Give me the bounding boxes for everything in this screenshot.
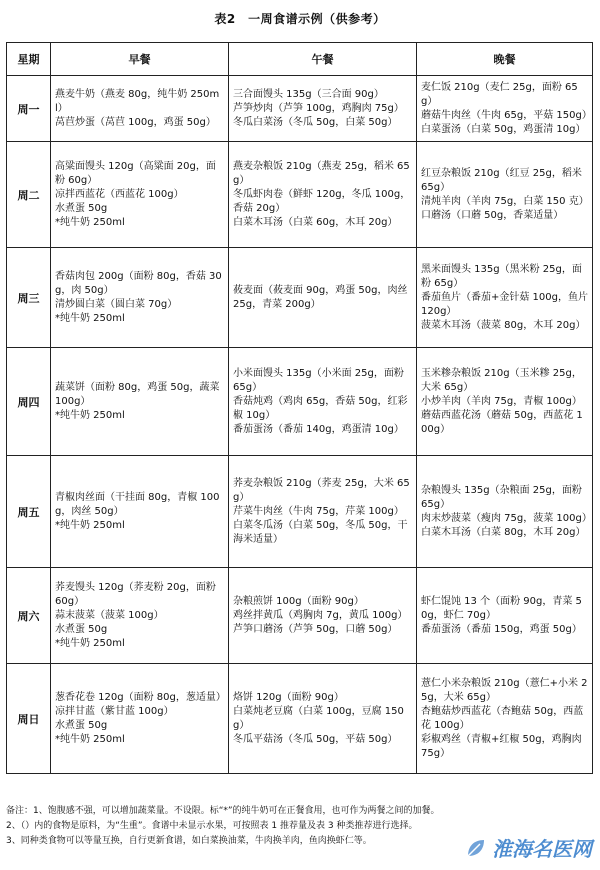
dinner-item: 菠菜木耳汤（菠菜 80g，木耳 20g） (421, 319, 586, 331)
breakfast-cell (51, 76, 229, 142)
day-cell: 周一 (7, 76, 51, 142)
lunch-item: 莜麦面（莜麦面 90g，鸡蛋 50g，肉丝 25g，青菜 200g） (233, 284, 408, 310)
dinner-cell (417, 76, 593, 142)
breakfast-item: 水煮蛋 50g (55, 719, 108, 731)
lunch-item: 燕麦杂粮饭 210g（燕麦 25g，稻米 65g） (233, 160, 410, 186)
dinner-item: 彩椒鸡丝（青椒+红椒 50g，鸡胸肉 75g） (421, 733, 582, 759)
lunch-item: 白菜木耳汤（白菜 60g，木耳 20g） (233, 216, 398, 228)
header-lunch: 午餐 (229, 43, 417, 76)
dinner-cell (417, 248, 593, 348)
note-line: 3、同种类食物可以等量互换，自行更新食谱，如白菜换油菜，牛肉换羊肉，鱼肉换虾仁等。 (6, 836, 372, 846)
dinner-item: 黑米面馒头 135g（黑米粉 25g，面粉 65g） (421, 263, 582, 289)
lunch-item: 鸡丝拌黄瓜（鸡胸肉 7g，黄瓜 100g） (233, 609, 408, 621)
lunch-item: 白菜冬瓜汤（白菜 50g，冬瓜 50g，干海米适量） (233, 519, 408, 545)
breakfast-cell (51, 248, 229, 348)
dinner-cell (417, 142, 593, 248)
dinner-item: 玉米糁杂粮饭 210g（玉米糁 25g，大米 65g） (421, 367, 582, 393)
dinner-item: 白菜蛋汤（白菜 50g，鸡蛋清 10g） (421, 123, 586, 135)
lunch-item: 杂粮煎饼 100g（面粉 90g） (233, 595, 364, 607)
dinner-cell (417, 664, 593, 774)
breakfast-item: 荞麦馒头 120g（荞麦粉 20g，面粉 60g） (55, 581, 216, 607)
lunch-cell (229, 348, 417, 456)
day-cell: 周四 (7, 348, 51, 456)
dinner-item: 薏仁小米杂粮饭 210g（薏仁+小米 25g，大米 65g） (421, 677, 588, 703)
dinner-item: 杏鲍菇炒西蓝花（杏鲍菇 50g，西蓝花 100g） (421, 705, 584, 731)
table-row (7, 664, 593, 774)
note-line: 备注：1、饱腹感不强，可以增加蔬菜量。不设限。标“*”的纯牛奶可在正餐食用，也可作为两餐之间的加餐。 (6, 806, 440, 816)
lunch-item: 三合面馒头 135g（三合面 90g） (233, 88, 384, 100)
header-day: 星期 (7, 43, 51, 76)
breakfast-cell (51, 568, 229, 664)
site-watermark (464, 833, 592, 862)
lunch-cell (229, 568, 417, 664)
breakfast-item: *纯牛奶 250ml (55, 637, 125, 649)
lunch-item: 芦笋炒肉（芦笋 100g，鸡胸肉 75g） (233, 102, 404, 114)
watermark-text: 淮海名医网 (492, 837, 592, 861)
note-line: 2、（）内的食物是原料，为“生重”。食谱中未显示水果，可按照表 1 推荐量及表 3 种类推荐进行选择。 (6, 821, 418, 831)
breakfast-item: *纯牛奶 250ml (55, 733, 125, 745)
day-cell: 周五 (7, 456, 51, 568)
breakfast-item: 蒜末菠菜（菠菜 100g） (55, 609, 164, 621)
breakfast-item: *纯牛奶 250ml (55, 409, 125, 421)
breakfast-item: 青椒肉丝面（干挂面 80g，青椒 100g，肉丝 50g） (55, 491, 220, 517)
lunch-cell (229, 142, 417, 248)
lunch-item: 番茄蛋汤（番茄 140g，鸡蛋清 10g） (233, 423, 404, 435)
dinner-cell (417, 456, 593, 568)
breakfast-item: 清炒圆白菜（圆白菜 70g） (55, 298, 178, 310)
day-cell: 周二 (7, 142, 51, 248)
day-cell: 周三 (7, 248, 51, 348)
lunch-item: 香菇炖鸡（鸡肉 65g，香菇 50g，红彩椒 10g） (233, 395, 408, 421)
breakfast-item: 水煮蛋 50g (55, 202, 108, 214)
header-breakfast: 早餐 (51, 43, 229, 76)
weekly-menu-table (6, 42, 593, 774)
breakfast-item: *纯牛奶 250ml (55, 519, 125, 531)
dinner-item: 口蘑汤（口蘑 50g，香菜适量） (421, 209, 564, 221)
table-row (7, 348, 593, 456)
breakfast-cell (51, 348, 229, 456)
breakfast-cell (51, 456, 229, 568)
table-row (7, 142, 593, 248)
dinner-item: 蘑菇牛肉丝（牛肉 65g，平菇 150g） (421, 109, 592, 121)
table-body (7, 76, 593, 774)
lunch-item: 冬瓜虾肉卷（鲜虾 120g，冬瓜 100g，香菇 20g） (233, 188, 411, 214)
day-cell: 周六 (7, 568, 51, 664)
breakfast-item: 莴苣炒蛋（莴苣 100g，鸡蛋 50g） (55, 116, 216, 128)
dinner-cell (417, 348, 593, 456)
lunch-cell (229, 248, 417, 348)
dinner-item: 白菜木耳汤（白菜 80g，木耳 20g） (421, 526, 586, 538)
lunch-item: 小米面馒头 135g（小米面 25g，面粉 65g） (233, 367, 404, 393)
lunch-item: 荞麦杂粮饭 210g（荞麦 25g，大米 65g） (233, 477, 410, 503)
breakfast-item: 葱香花卷 120g（面粉 80g，葱适量） (55, 691, 226, 703)
breakfast-item: 高粱面馒头 120g（高粱面 20g，面粉 60g） (55, 160, 216, 186)
day-cell: 周日 (7, 664, 51, 774)
breakfast-item: 燕麦牛奶（燕麦 80g，纯牛奶 250ml） (55, 88, 220, 114)
dinner-item: 虾仁馄饨 13 个（面粉 90g，青菜 50g，虾仁 70g） (421, 595, 582, 621)
table-row (7, 76, 593, 142)
breakfast-item: *纯牛奶 250ml (55, 216, 125, 228)
breakfast-item: 蔬菜饼（面粉 80g，鸡蛋 50g，蔬菜 100g） (55, 381, 220, 407)
breakfast-cell (51, 142, 229, 248)
breakfast-item: 水煮蛋 50g (55, 623, 108, 635)
dinner-item: 番茄蛋汤（番茄 150g，鸡蛋 50g） (421, 623, 582, 635)
lunch-item: 冬瓜白菜汤（冬瓜 50g，白菜 50g） (233, 116, 398, 128)
table-row (7, 568, 593, 664)
breakfast-cell (51, 664, 229, 774)
table-header-row (7, 43, 593, 76)
lunch-cell (229, 76, 417, 142)
table-row (7, 456, 593, 568)
table-title: 表2 一周食谱示例（供参考） (214, 12, 386, 26)
dinner-item: 蘑菇西蓝花汤（蘑菇 50g，西蓝花 100g） (421, 409, 583, 435)
lunch-item: 烙饼 120g（面粉 90g） (233, 691, 344, 703)
lunch-item: 白菜炖老豆腐（白菜 100g，豆腐 150g） (233, 705, 404, 731)
leaf-logo-icon (464, 836, 488, 860)
breakfast-item: *纯牛奶 250ml (55, 312, 125, 324)
dinner-item: 小炒羊肉（羊肉 75g，青椒 100g） (421, 395, 582, 407)
lunch-cell (229, 664, 417, 774)
breakfast-item: 凉拌甘蓝（紫甘蓝 100g） (55, 705, 174, 717)
dinner-cell (417, 568, 593, 664)
lunch-item: 冬瓜平菇汤（冬瓜 50g，平菇 50g） (233, 733, 398, 745)
lunch-item: 芹菜牛肉丝（牛肉 75g，芹菜 100g） (233, 505, 404, 517)
dinner-item: 麦仁饭 210g（麦仁 25g，面粉 65g） (421, 81, 578, 107)
dinner-item: 红豆杂粮饭 210g（红豆 25g，稻米 65g） (421, 167, 582, 193)
header-dinner: 晚餐 (417, 43, 593, 76)
dinner-item: 清炖羊肉（羊肉 75g，白菜 150 克） (421, 195, 589, 207)
dinner-item: 肉末炒菠菜（瘦肉 75g，菠菜 100g） (421, 512, 592, 524)
lunch-cell (229, 456, 417, 568)
dinner-item: 番茄鱼片（番茄+金针菇 100g，鱼片 120g） (421, 291, 588, 317)
dinner-item: 杂粮馒头 135g（杂粮面 25g，面粉 65g） (421, 484, 582, 510)
breakfast-item: 香菇肉包 200g（面粉 80g，香菇 30g，肉 50g） (55, 270, 222, 296)
lunch-item: 芦笋口蘑汤（芦笋 50g，口蘑 50g） (233, 623, 398, 635)
table-row (7, 248, 593, 348)
breakfast-item: 凉拌西蓝花（西蓝花 100g） (55, 188, 184, 200)
